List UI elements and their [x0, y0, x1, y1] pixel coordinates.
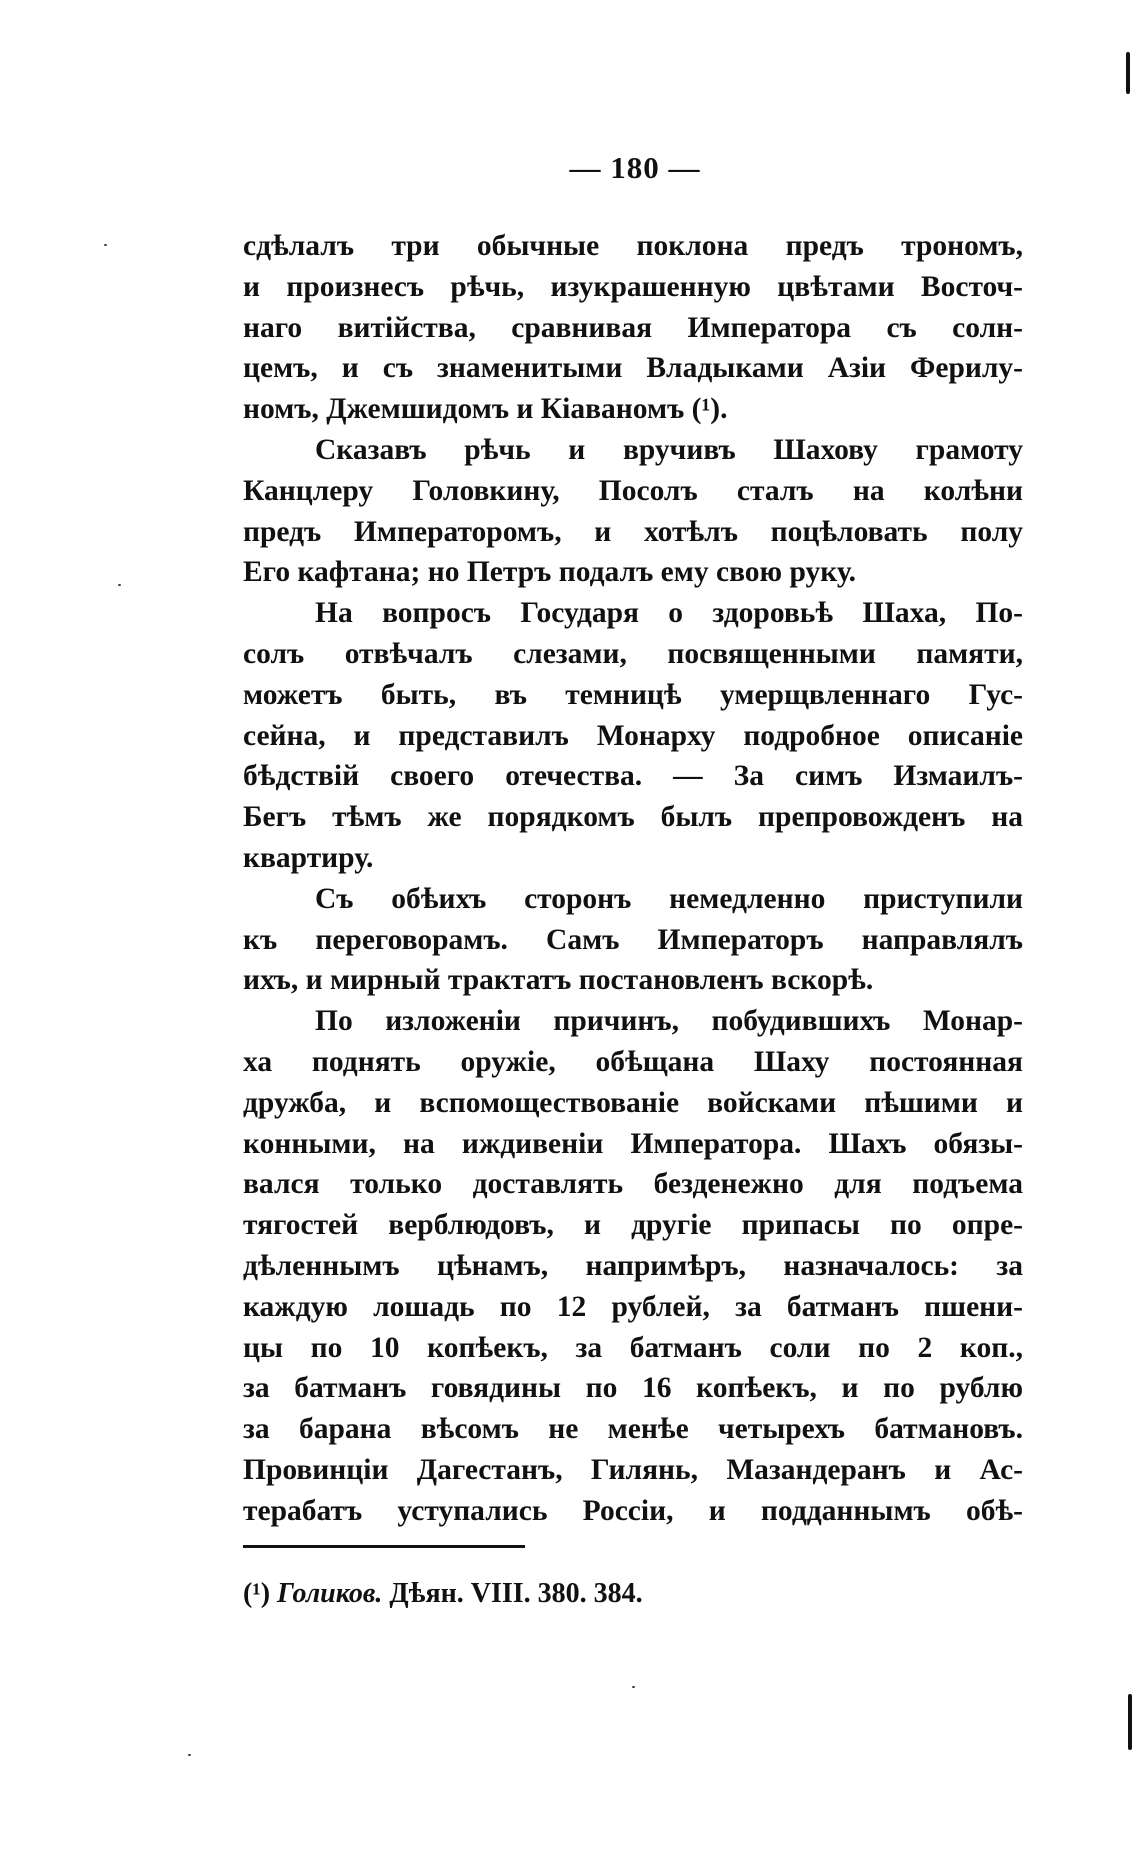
- body-text: [243, 226, 1023, 1532]
- text-line: квартиру.: [243, 841, 374, 874]
- text-line: за барана вѣсомъ не менѣе четырехъ батмановъ.: [243, 1413, 1023, 1446]
- paragraph-4: [243, 879, 1023, 1001]
- text-line: и произнесъ рѣчь, изукрашенную цвѣтами Восточ-: [243, 270, 1023, 303]
- scan-edge-mark: [1128, 1694, 1132, 1750]
- text-line: сдѣлалъ три обычные поклона предъ трономъ,: [243, 230, 1023, 262]
- text-line: сейна, и представилъ Монарху подробное описаніе: [243, 719, 1023, 752]
- text-line: ихъ, и мирный трактатъ постановленъ вскорѣ.: [243, 964, 874, 997]
- text-line: вался только доставлять безденежно для подъема: [243, 1168, 1023, 1201]
- footnote-author: Голиков.: [277, 1578, 383, 1609]
- paragraph-1: [243, 226, 1023, 430]
- text-line: номъ, Джемшидомъ и Кіаваномъ (¹).: [243, 393, 728, 426]
- text-line: терабатъ уступались Россіи, и подданнымъ обѣ-: [243, 1494, 1023, 1527]
- scan-speck: [118, 584, 121, 586]
- text-line: дѣленнымъ цѣнамъ, напримѣръ, назначалось: за: [243, 1249, 1023, 1282]
- text-line: солъ отвѣчалъ слезами, посвященными памяти,: [243, 637, 1023, 670]
- text-line: наго витійства, сравнивая Императора съ солн-: [243, 311, 1023, 344]
- footnote-marker: (¹): [243, 1578, 271, 1609]
- footnote-divider: [243, 1545, 525, 1548]
- text-line: дружба, и вспомоществованіе войсками пѣшими и: [243, 1086, 1023, 1119]
- text-line: конными, на иждивеніи Императора. Шахъ обязы-: [243, 1127, 1023, 1160]
- text-line: Съ обѣихъ сторонъ немедленно приступили: [315, 882, 1023, 915]
- scan-speck: [104, 244, 107, 246]
- scan-speck: [632, 1686, 635, 1688]
- text-line: ха поднять оружіе, обѣщана Шаху постоянная: [243, 1045, 1023, 1078]
- page-number: — 180 —: [569, 150, 701, 185]
- text-line: каждую лошадь по 12 рублей, за батманъ пшени-: [243, 1290, 1023, 1323]
- paragraph-2: [243, 430, 1023, 593]
- text-line: На вопросъ Государя о здоровьѣ Шаха, По-: [315, 597, 1023, 630]
- paragraph-5: [243, 1001, 1023, 1531]
- paragraph-3: [243, 593, 1023, 879]
- text-line: По изложеніи причинъ, побудившихъ Монар-: [315, 1005, 1023, 1038]
- footnote: [243, 1578, 643, 1610]
- text-line: Канцлеру Головкину, Посолъ сталъ на колѣни: [243, 474, 1023, 507]
- footnote-reference: Дѣян. VIII. 380. 384.: [389, 1578, 643, 1609]
- text-line: Его кафтана; но Петръ подалъ ему свою руку.: [243, 556, 856, 589]
- text-line: можетъ быть, въ темницѣ умерщвленнаго Гус-: [243, 678, 1023, 711]
- text-line: Провинціи Дагестанъ, Гилянь, Мазандеранъ и Ас-: [243, 1453, 1023, 1486]
- scan-speck: [188, 1754, 191, 1756]
- text-line: Сказавъ рѣчь и вручивъ Шахову грамоту: [315, 433, 1023, 466]
- text-line: Бегъ тѣмъ же порядкомъ былъ препровожденъ на: [243, 801, 1023, 834]
- text-line: цы по 10 копѣекъ, за батманъ соли по 2 коп.,: [243, 1331, 1023, 1364]
- text-line: предъ Императоромъ, и хотѣлъ поцѣловать полу: [243, 515, 1023, 548]
- scan-edge-mark: [1126, 52, 1130, 94]
- text-line: цемъ, и съ знаменитыми Владыками Азіи Ферилу-: [243, 352, 1023, 385]
- text-line: бѣдствій своего отечества. — За симъ Измаилъ-: [243, 760, 1023, 793]
- text-line: тягостей верблюдовъ, и другіе припасы по опре-: [243, 1209, 1023, 1242]
- text-line: къ переговорамъ. Самъ Императоръ направлялъ: [243, 923, 1023, 956]
- text-line: за батманъ говядины по 16 копѣекъ, и по рублю: [243, 1372, 1023, 1405]
